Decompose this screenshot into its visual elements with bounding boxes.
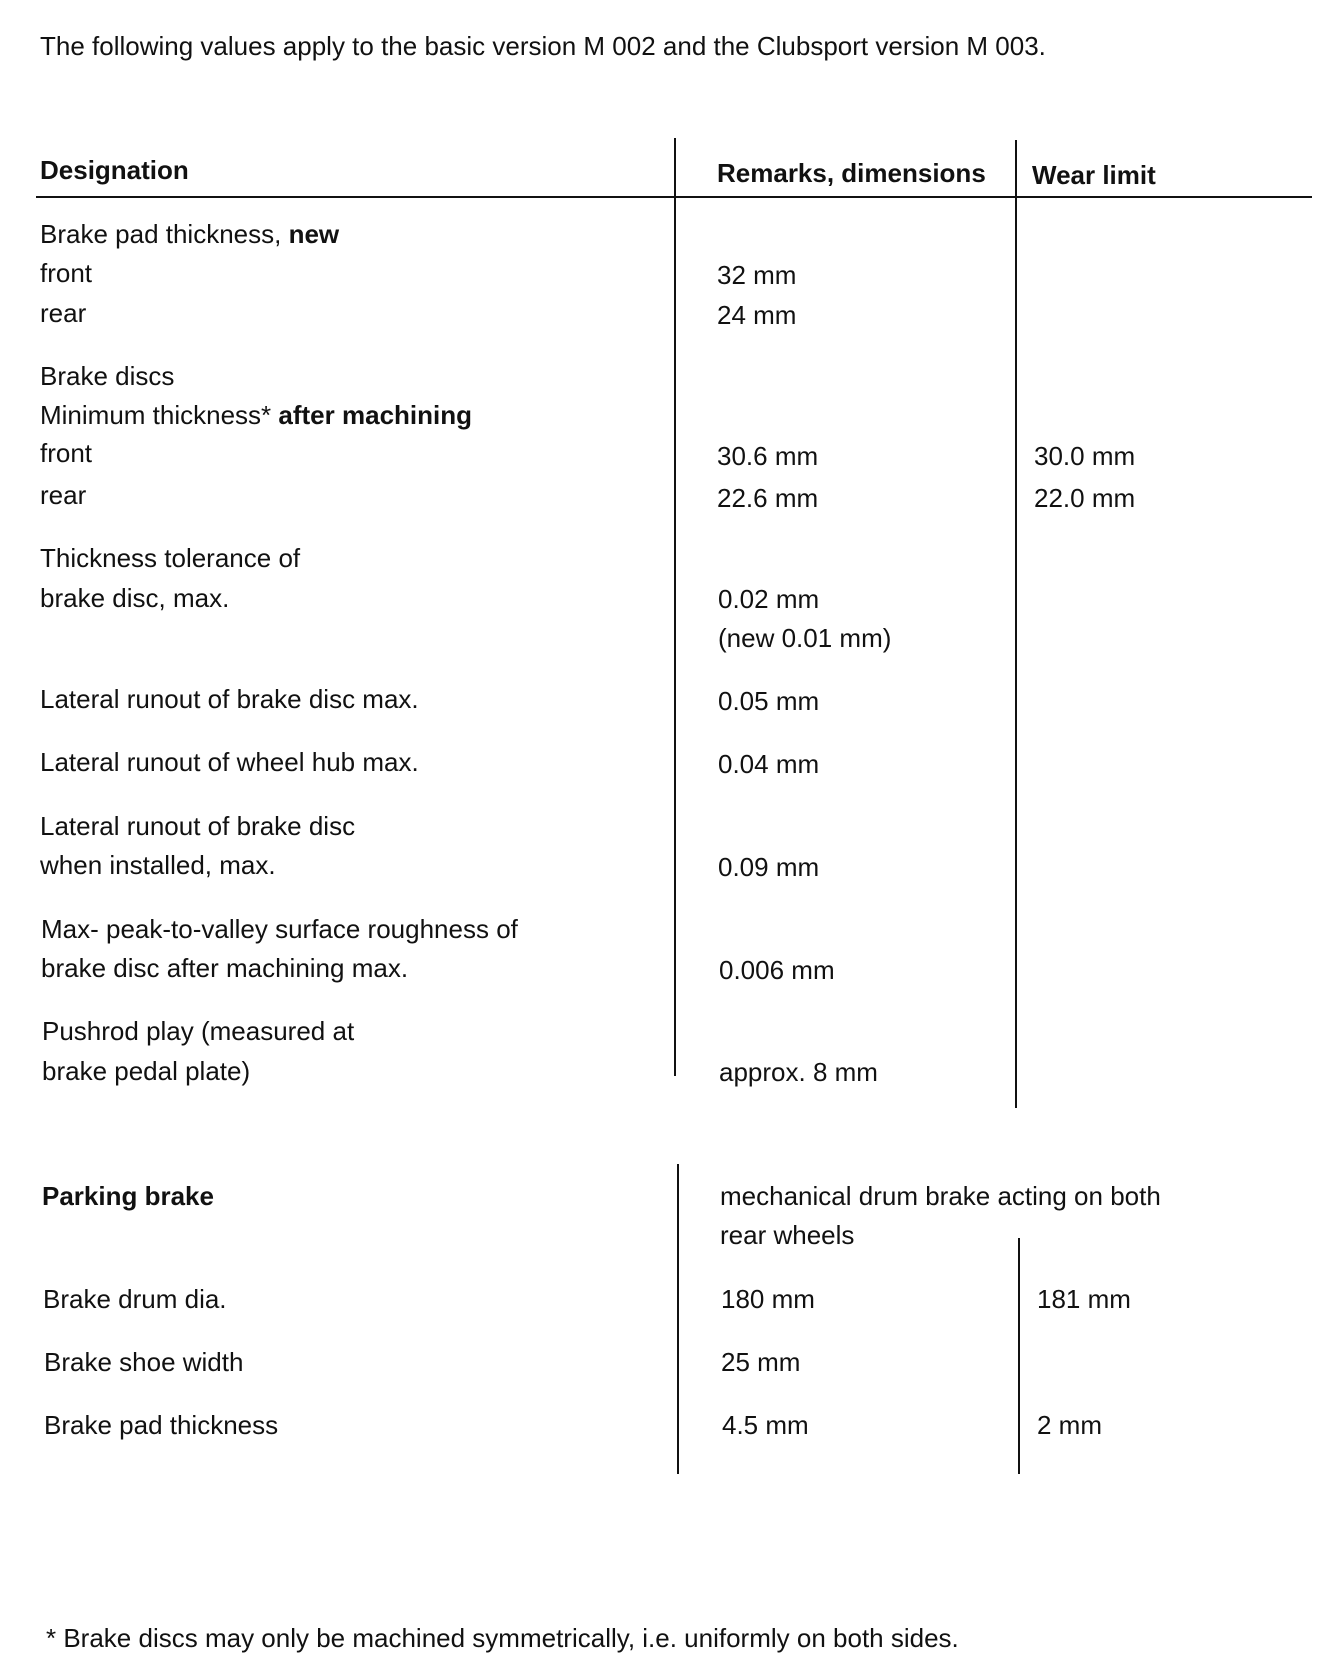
- parking-divider-wear: [1018, 1238, 1020, 1474]
- disc-front-wear: 30.0 mm: [1034, 441, 1136, 471]
- discs-label: Brake discs: [40, 361, 175, 391]
- parking-brake-desc-2: rear wheels: [720, 1220, 855, 1250]
- pad-front-value: 32 mm: [717, 260, 797, 290]
- parking-pad-wear: 2 mm: [1037, 1410, 1102, 1440]
- drum-dia-wear: 181 mm: [1037, 1284, 1131, 1314]
- column-divider-wear: [1015, 140, 1017, 1108]
- drum-dia-value: 180 mm: [721, 1284, 815, 1314]
- disc-rear-label: rear: [40, 480, 87, 510]
- pad-rear-label: rear: [40, 298, 87, 328]
- runout-installed-label-1: Lateral runout of brake disc: [40, 811, 356, 841]
- tolerance-label-1: Thickness tolerance of: [40, 543, 301, 573]
- shoe-width-value: 25 mm: [721, 1347, 801, 1377]
- disc-front-label: front: [40, 438, 93, 468]
- runout-hub-label: Lateral runout of wheel hub max.: [40, 747, 419, 777]
- parking-pad-label: Brake pad thickness: [44, 1410, 279, 1440]
- pad-rear-value: 24 mm: [717, 300, 797, 330]
- disc-front-value: 30.6 mm: [717, 441, 819, 471]
- shoe-width-label: Brake shoe width: [44, 1347, 244, 1377]
- min-thickness-label: Minimum thickness* after machining: [40, 400, 472, 430]
- header-remarks: Remarks, dimensions: [717, 158, 986, 188]
- pad-front-label: front: [40, 258, 93, 288]
- column-divider-remarks: [674, 138, 676, 1076]
- parking-divider-remarks: [677, 1164, 679, 1474]
- parking-pad-value: 4.5 mm: [722, 1410, 809, 1440]
- parking-brake-desc-1: mechanical drum brake acting on both: [720, 1181, 1161, 1211]
- tolerance-label-2: brake disc, max.: [40, 583, 230, 613]
- runout-installed-label-2: when installed, max.: [40, 850, 276, 880]
- parking-brake-title: Parking brake: [42, 1181, 214, 1211]
- runout-installed-value: 0.09 mm: [718, 852, 820, 882]
- footnote: * Brake discs may only be machined symmetrically, i.e. uniformly on both sides.: [46, 1623, 959, 1653]
- roughness-value: 0.006 mm: [719, 955, 835, 985]
- runout-disc-label: Lateral runout of brake disc max.: [40, 684, 419, 714]
- tolerance-value: 0.02 mm: [718, 584, 820, 614]
- roughness-label-2: brake disc after machining max.: [41, 953, 409, 983]
- roughness-label-1: Max- peak-to-valley surface roughness of: [41, 914, 518, 944]
- runout-disc-value: 0.05 mm: [718, 686, 820, 716]
- pushrod-label-1: Pushrod play (measured at: [42, 1016, 355, 1046]
- header-designation: Designation: [40, 155, 189, 185]
- pushrod-value: approx. 8 mm: [719, 1057, 878, 1087]
- tolerance-value-new: (new 0.01 mm): [718, 623, 892, 653]
- drum-dia-label: Brake drum dia.: [43, 1284, 227, 1314]
- header-wear-limit: Wear limit: [1032, 160, 1156, 190]
- intro-text: The following values apply to the basic version M 002 and the Clubsport version M 003.: [40, 31, 1046, 61]
- pushrod-label-2: brake pedal plate): [42, 1056, 251, 1086]
- pad-new-label: Brake pad thickness, new: [40, 219, 340, 249]
- runout-hub-value: 0.04 mm: [718, 749, 820, 779]
- disc-rear-wear: 22.0 mm: [1034, 483, 1136, 513]
- disc-rear-value: 22.6 mm: [717, 483, 819, 513]
